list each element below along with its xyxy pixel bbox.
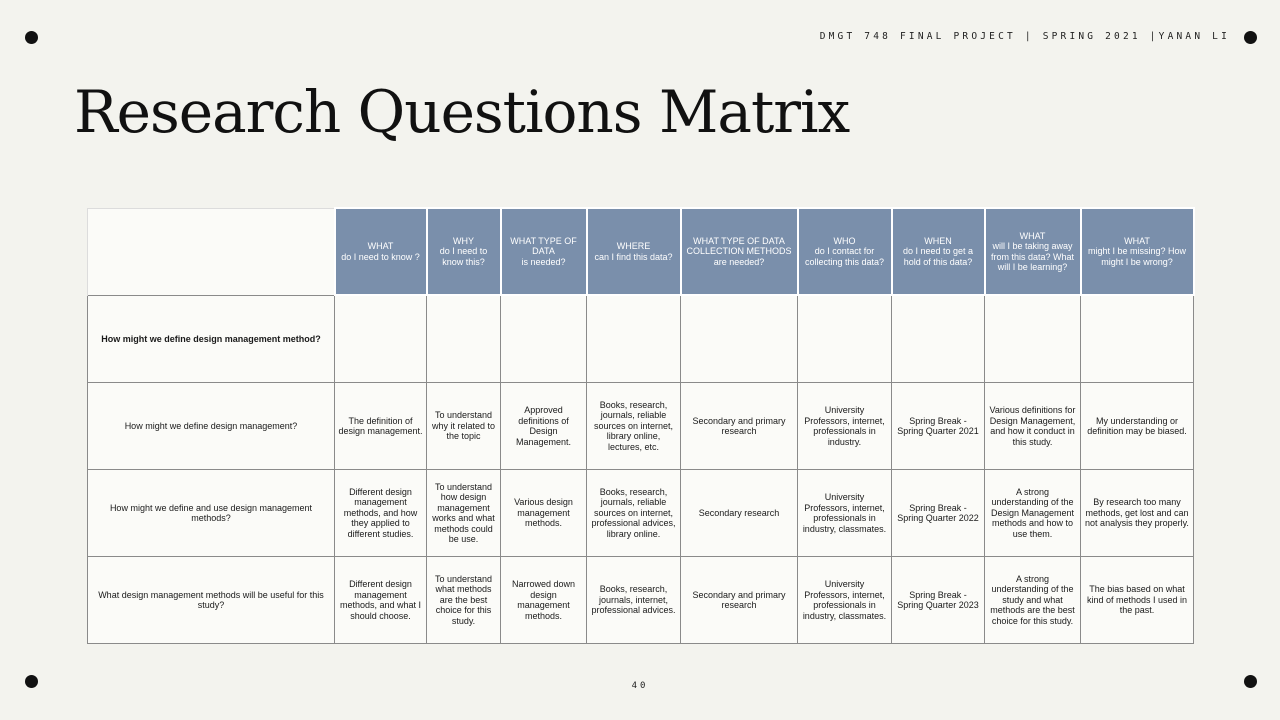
- table-cell: Different design management methods, and how they applied to different studies.: [335, 470, 427, 557]
- empty-cell: [985, 295, 1081, 383]
- empty-cell: [587, 295, 681, 383]
- table-cell: Secondary research: [681, 470, 798, 557]
- table-cell: Spring Break - Spring Quarter 2021: [892, 383, 985, 470]
- empty-cell: [1081, 295, 1194, 383]
- table-cell: Secondary and primary research: [681, 557, 798, 644]
- empty-cell: [501, 295, 587, 383]
- corner-dot: [1244, 31, 1257, 44]
- empty-cell: [798, 295, 892, 383]
- sub-question-cell: How might we define and use design management methods?: [88, 470, 335, 557]
- column-header: WHERE can I find this data?: [587, 208, 681, 295]
- column-header: WHAT TYPE OF DATA COLLECTION METHODS are needed?: [681, 208, 798, 295]
- table-cell: Narrowed down design management methods.: [501, 557, 587, 644]
- table-cell: The definition of design management.: [335, 383, 427, 470]
- header-row: [88, 208, 1194, 295]
- table-cell: Books, research, journals, internet, professional advices.: [587, 557, 681, 644]
- corner-dot: [25, 31, 38, 44]
- table-cell: To understand how design management works and what methods could be use.: [427, 470, 501, 557]
- header-corner: [88, 208, 335, 295]
- empty-cell: [681, 295, 798, 383]
- slide-header: DMGT 748 FINAL PROJECT | SPRING 2021 |YANAN LI: [819, 31, 1230, 42]
- table-cell: Books, research, journals, reliable sources on internet, professional advices, library online.: [587, 470, 681, 557]
- column-header: WHAT might I be missing? How might I be wrong?: [1081, 208, 1194, 295]
- table-row: [88, 383, 1194, 470]
- main-question-cell: How might we define design management method?: [88, 295, 335, 383]
- table-cell: University Professors, internet, professionals in industry.: [798, 383, 892, 470]
- sub-question-cell: What design management methods will be useful for this study?: [88, 557, 335, 644]
- research-questions-matrix: [87, 207, 1195, 644]
- table-cell: University Professors, internet, professionals in industry, classmates.: [798, 470, 892, 557]
- table-cell: Various definitions for Design Management, and how it conduct in this study.: [985, 383, 1081, 470]
- sub-question-cell: How might we define design management?: [88, 383, 335, 470]
- column-header: WHO do I contact for collecting this data?: [798, 208, 892, 295]
- table-cell: University Professors, internet, professionals in industry, classmates.: [798, 557, 892, 644]
- table-row: [88, 470, 1194, 557]
- column-header: WHY do I need to know this?: [427, 208, 501, 295]
- column-header: WHAT will I be taking away from this data? What will I be learning?: [985, 208, 1081, 295]
- column-header: WHAT TYPE OF DATA is needed?: [501, 208, 587, 295]
- table-cell: Different design management methods, and what I should choose.: [335, 557, 427, 644]
- table-cell: To understand what methods are the best choice for this study.: [427, 557, 501, 644]
- table-cell: The bias based on what kind of methods I used in the past.: [1081, 557, 1194, 644]
- table-cell: A strong understanding of the Design Management methods and how to use them.: [985, 470, 1081, 557]
- table-cell: To understand why it related to the topic: [427, 383, 501, 470]
- column-header: WHAT do I need to know ?: [335, 208, 427, 295]
- table-cell: Approved definitions of Design Management.: [501, 383, 587, 470]
- table-cell: Spring Break - Spring Quarter 2022: [892, 470, 985, 557]
- table-cell: Books, research, journals, reliable sources on internet, library online, lectures, etc.: [587, 383, 681, 470]
- table-cell: Spring Break - Spring Quarter 2023: [892, 557, 985, 644]
- empty-cell: [335, 295, 427, 383]
- table-cell: By research too many methods, get lost and can not analysis they properly.: [1081, 470, 1194, 557]
- main-question-row: [88, 295, 1194, 383]
- slide-title: Research Questions Matrix: [74, 78, 850, 146]
- table-cell: A strong understanding of the study and what methods are the best choice for this study.: [985, 557, 1081, 644]
- table-row: [88, 557, 1194, 644]
- table-cell: Various design management methods.: [501, 470, 587, 557]
- column-header: WHEN do I need to get a hold of this data?: [892, 208, 985, 295]
- empty-cell: [892, 295, 985, 383]
- page-number: 40: [631, 681, 649, 691]
- table-cell: Secondary and primary research: [681, 383, 798, 470]
- empty-cell: [427, 295, 501, 383]
- table-cell: My understanding or definition may be biased.: [1081, 383, 1194, 470]
